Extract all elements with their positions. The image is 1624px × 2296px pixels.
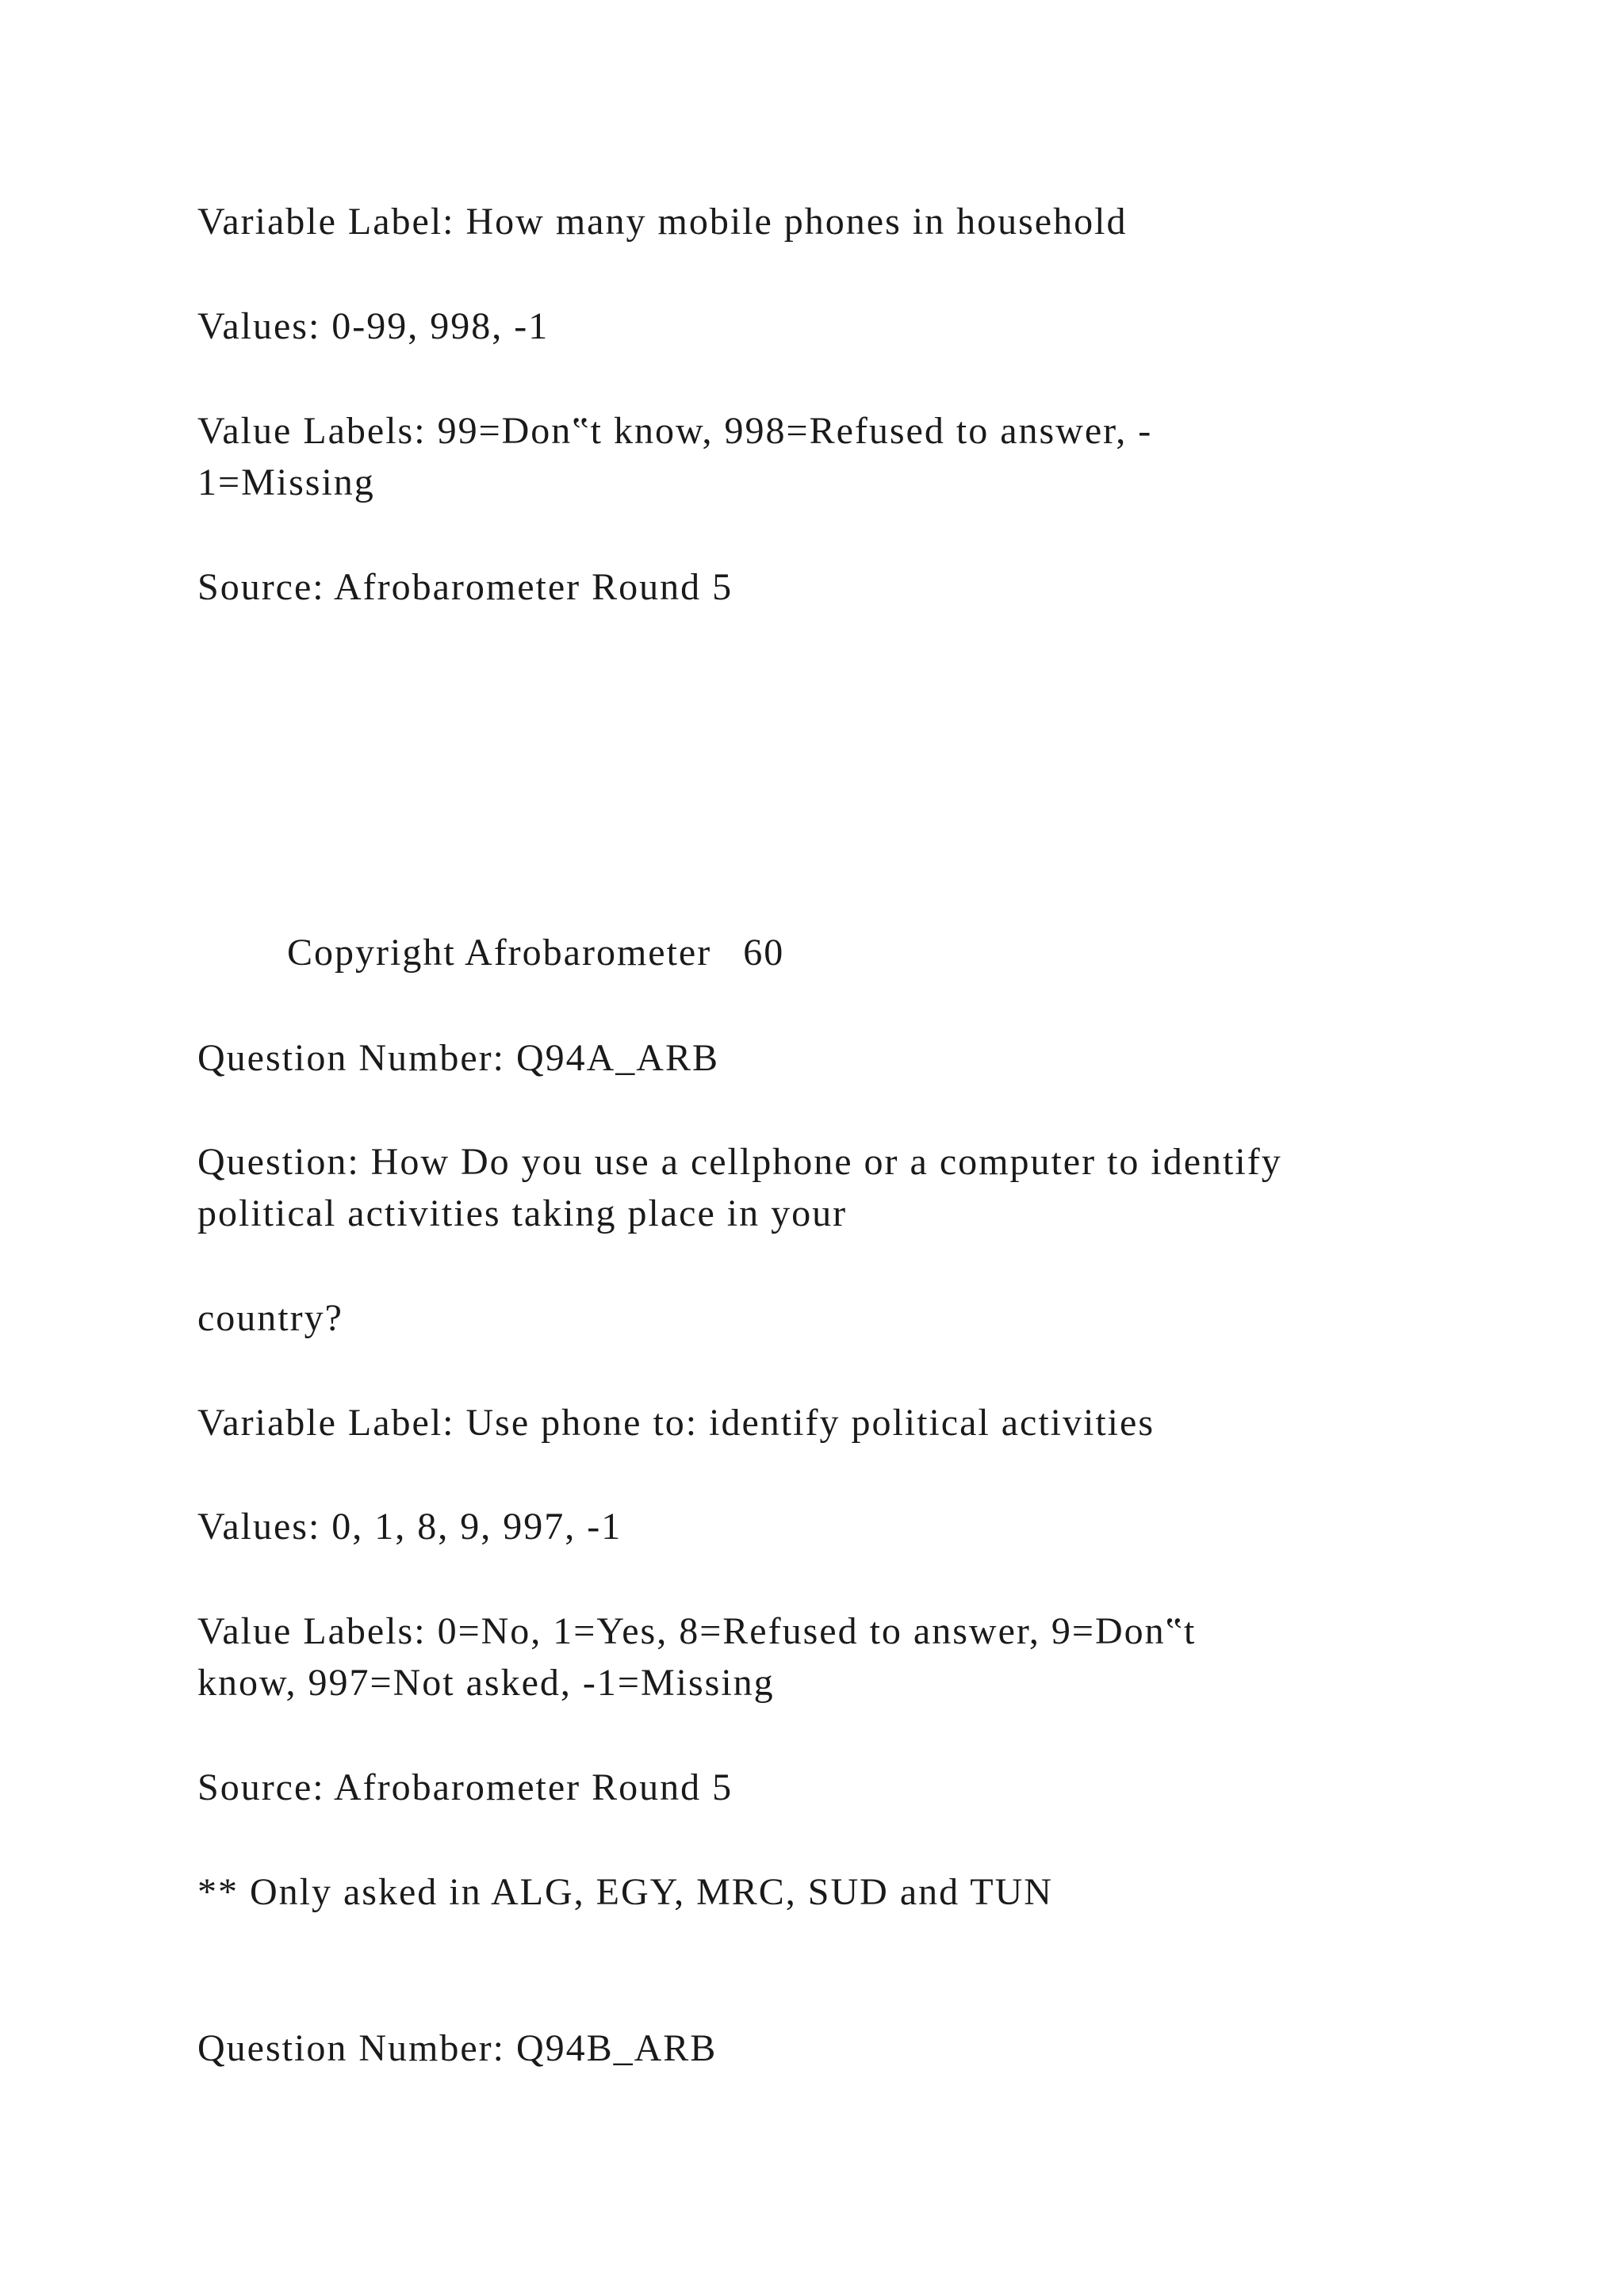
value-labels-text-line1: Value Labels: 0=No, 1=Yes, 8=Refused to answer, 9=Don‟t: [197, 1610, 1197, 1652]
variable-label-text: Variable Label: How many mobile phones in household: [197, 201, 1128, 243]
question-number-text: Question Number: Q94B_ARB: [197, 2027, 718, 2069]
question-text-line1: Question: How Do you use a cellphone or a computer to identify: [197, 1141, 1282, 1183]
copyright-text: Copyright Afrobarometer: [287, 932, 712, 974]
question-text-line2: political activities taking place in your: [197, 1192, 848, 1234]
page-number: 60: [743, 932, 785, 974]
asked-countries-note: ** Only asked in ALG, EGY, MRC, SUD and TUN: [197, 1871, 1053, 1913]
value-labels-text-line2: know, 997=Not asked, -1=Missing: [197, 1662, 775, 1704]
value-labels-text-line2: 1=Missing: [197, 461, 375, 503]
source-text: Source: Afrobarometer Round 5: [197, 1766, 733, 1808]
source-text: Source: Afrobarometer Round 5: [197, 566, 733, 608]
values-text: Values: 0, 1, 8, 9, 997, -1: [197, 1506, 622, 1548]
question-number-text: Question Number: Q94A_ARB: [197, 1037, 719, 1079]
page-footer: [287, 928, 784, 978]
question-text-line3: country?: [197, 1297, 343, 1339]
value-labels-text-line1: Value Labels: 99=Don‟t know, 998=Refused to answer, -: [197, 410, 1153, 452]
values-text: Values: 0-99, 998, -1: [197, 305, 550, 347]
variable-label-text: Variable Label: Use phone to: identify political activities: [197, 1402, 1155, 1444]
